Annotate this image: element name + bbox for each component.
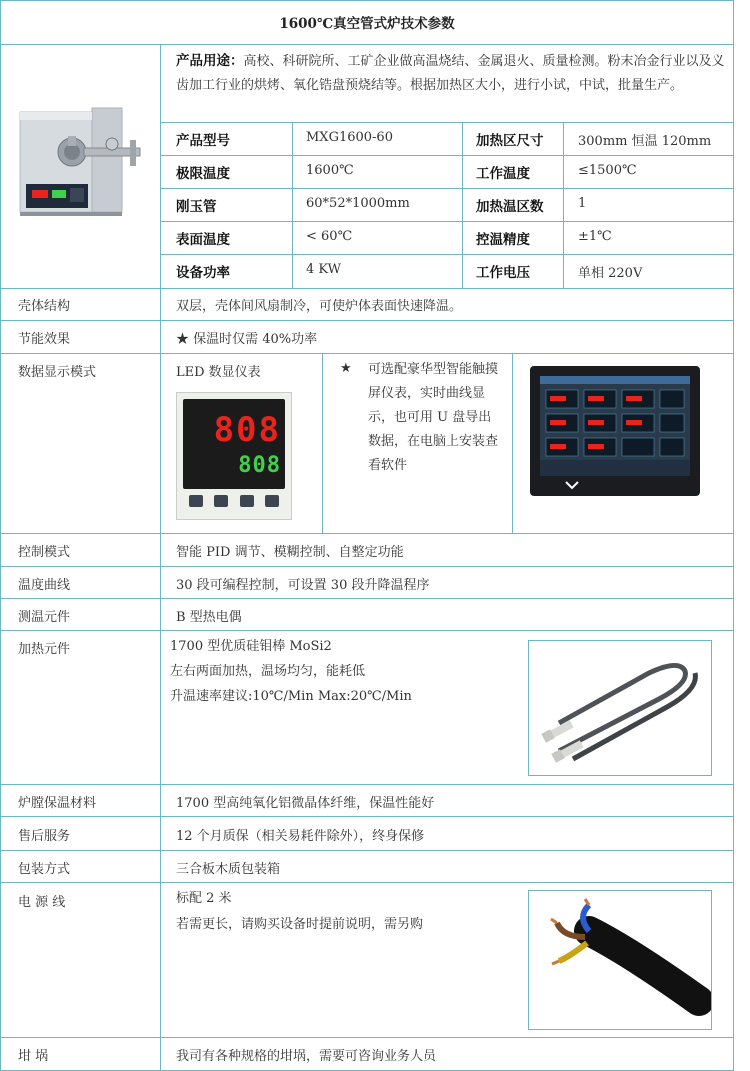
row-value-curve: 30 段可编程控制，可设置 30 段升降温程序 (176, 578, 430, 593)
row-divider (0, 816, 734, 817)
touch-screen-image (530, 366, 700, 496)
spec-key: 控温精度 (476, 232, 530, 248)
spec-value: 60*52*1000mm (306, 196, 410, 211)
spec-row (160, 122, 734, 155)
star-icon: ★ (340, 361, 352, 376)
row-value-control: 智能 PID 调节、模糊控制、自整定功能 (176, 545, 404, 560)
spec-value: MXG1600-60 (306, 130, 393, 145)
spec-key: 加热温区数 (476, 199, 544, 215)
display-column-divider (322, 353, 323, 533)
spec-key: 工作电压 (476, 265, 530, 281)
meter-pv-readout: 808 (213, 410, 281, 450)
spec-key: 工作温度 (476, 166, 530, 182)
meter-button (214, 495, 228, 507)
spec-value: 4 KW (306, 262, 342, 277)
row-value-insulation: 1700 型高纯氧化铝微晶体纤维，保温性能好 (176, 796, 435, 811)
row-divider (0, 598, 734, 599)
row-divider (0, 44, 734, 45)
row-label-energy: 节能效果 (18, 332, 71, 347)
spec-value: 1 (578, 196, 587, 211)
row-divider (0, 533, 734, 534)
row-label-insulation: 炉膛保温材料 (18, 796, 97, 811)
row-value-shell: 双层，壳体间风扇制冷，可使炉体表面快速降温。 (176, 299, 463, 314)
row-label-control: 控制模式 (18, 545, 71, 560)
spec-key: 设备功率 (176, 265, 230, 281)
power-line: 标配 2 米 (176, 891, 232, 906)
row-divider (0, 882, 734, 883)
row-label-display: 数据显示模式 (18, 365, 97, 380)
table-border-left (0, 0, 1, 1071)
heating-line: 左右两面加热，温场均匀，能耗低 (170, 664, 366, 679)
meter-button (265, 495, 279, 507)
usage-label: 产品用途： (176, 53, 244, 69)
row-divider (0, 630, 734, 631)
led-meter-label: LED 数显仪表 (176, 365, 261, 380)
row-label-crucible: 坩 埚 (18, 1049, 49, 1064)
heating-description (170, 634, 510, 709)
product-usage (176, 49, 726, 98)
display-column-divider (512, 353, 513, 533)
page-title: 1600℃真空管式炉技术参数 (279, 16, 455, 32)
spec-value: < 60℃ (306, 229, 353, 244)
spec-row (160, 188, 734, 221)
meter-button (189, 495, 203, 507)
spec-key: 产品型号 (176, 133, 230, 149)
meter-button (240, 495, 254, 507)
spec-key: 加热区尺寸 (476, 133, 544, 149)
spec-table (160, 122, 734, 288)
spec-value: 1600℃ (306, 163, 354, 178)
row-divider (0, 850, 734, 851)
touch-screen-description: 可选配豪华型智能触摸屏仪表，实时曲线显示，也可用 U 盘导出数据，在电脑上安装查看软件 (368, 362, 499, 473)
led-meter-image (176, 392, 292, 520)
row-value-service: 12 个月质保（相关易耗件除外），终身保修 (176, 829, 425, 844)
row-label-sensor: 测温元件 (18, 610, 71, 625)
spec-key: 刚玉管 (176, 199, 217, 215)
meter-buttons (189, 495, 279, 509)
row-label-service: 售后服务 (18, 829, 71, 844)
spec-row (160, 254, 734, 288)
row-divider (0, 784, 734, 785)
row-label-power: 电 源 线 (18, 895, 66, 910)
spec-row (160, 221, 734, 254)
spec-value: 单相 220V (578, 266, 643, 281)
heating-line: 1700 型优质硅钼棒 MoSi2 (170, 639, 332, 654)
heating-line: 升温速率建议:10℃/Min Max:20℃/Min (170, 689, 412, 704)
row-value-crucible: 我司有各种规格的坩埚，需要可咨询业务人员 (176, 1049, 437, 1064)
row-label-curve: 温度曲线 (18, 578, 71, 593)
spec-value: 300mm 恒温 120mm (578, 134, 712, 149)
row-divider (0, 353, 734, 354)
spec-key: 表面温度 (176, 232, 230, 248)
row-divider (0, 320, 734, 321)
power-description (176, 886, 516, 938)
row-divider (0, 1037, 734, 1038)
spec-value: ≤1500℃ (578, 163, 637, 178)
meter-sv-readout: 808 (238, 453, 281, 478)
power-line: 若需更长，请购买设备时提前说明，需另购 (176, 917, 424, 932)
row-value-energy: ★ 保温时仅需 40%功率 (176, 332, 318, 347)
spec-row (160, 155, 734, 188)
row-label-shell: 壳体结构 (18, 299, 71, 314)
heating-rod-image (528, 640, 712, 776)
row-divider (0, 566, 734, 567)
usage-text: 高校、科研院所、工矿企业做高温烧结、金属退火、质量检测。粉末冶金行业以及义齿加工行业的烘烤、氧化锆盘预烧结等。根据加热区大小，进行小试，中试，批量生产。 (176, 54, 725, 93)
power-cable-image (528, 890, 712, 1030)
furnace-image (12, 100, 152, 220)
row-divider (0, 288, 734, 289)
row-value-packing: 三合板木质包装箱 (176, 862, 281, 877)
meter-face (183, 399, 285, 489)
row-value-sensor: B 型热电偶 (176, 610, 242, 625)
row-label-packing: 包装方式 (18, 862, 71, 877)
spec-value: ±1℃ (578, 229, 612, 244)
row-label-heating: 加热元件 (18, 642, 71, 657)
spec-key: 极限温度 (176, 166, 230, 182)
